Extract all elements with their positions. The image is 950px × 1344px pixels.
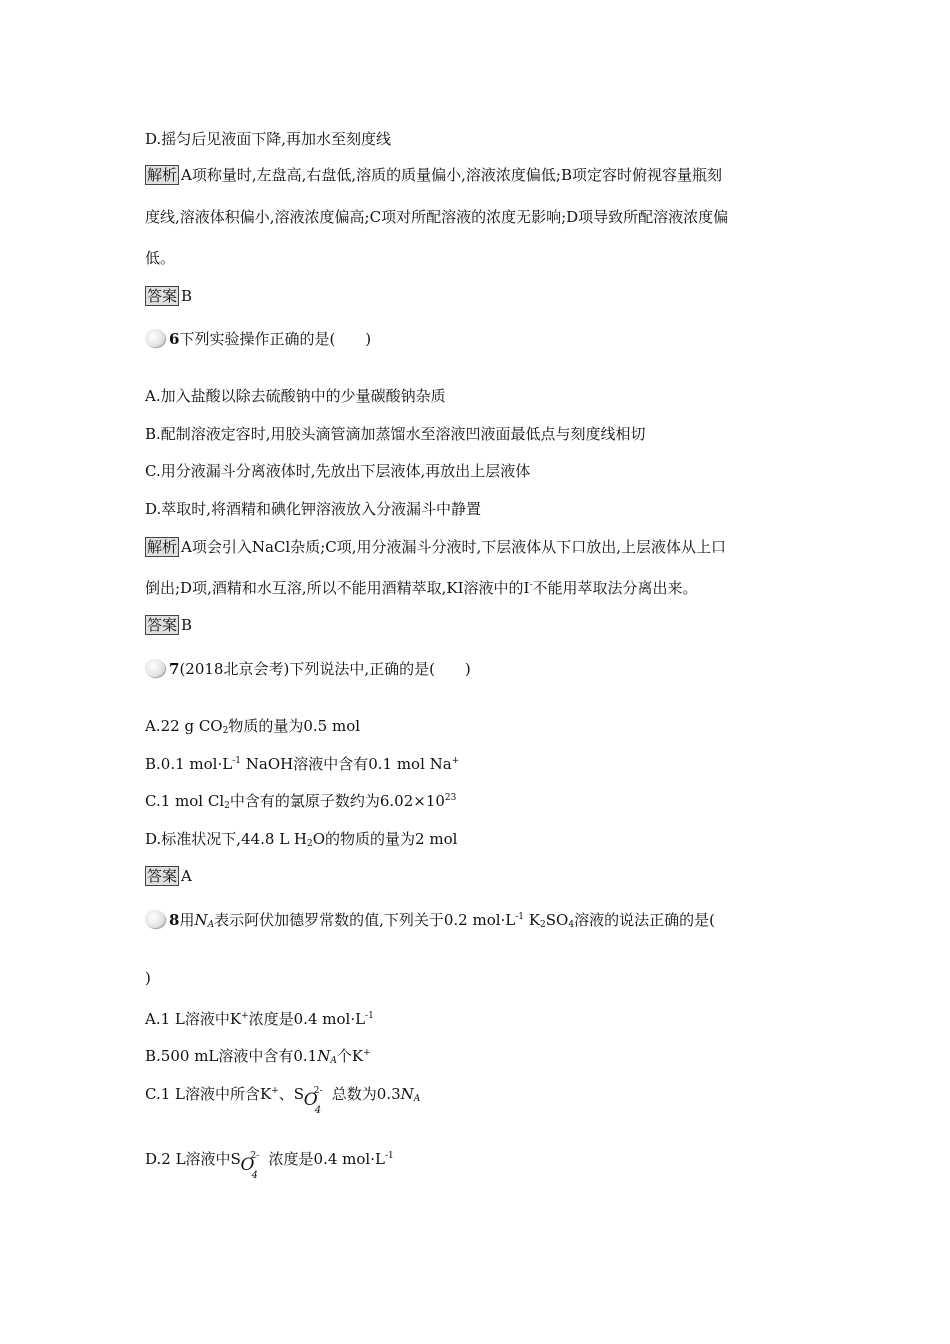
q6-analysis-line: 解析 A项会引入NaCl杂质;C项,用分液漏斗分液时,下层液体从下口放出,上层液体从上口 [147, 538, 727, 556]
q5-analysis-line: 低。 [145, 249, 176, 267]
sulfate-ion-formula: S O 4 2- [293, 1085, 323, 1116]
q8-stem-line2: ) [145, 969, 151, 987]
q6-option-d: D.萃取时,将酒精和碘化钾溶液放入分液漏斗中静置 [145, 500, 482, 518]
q6-analysis-line: 倒出;D项,酒精和水互溶,所以不能用酒精萃取,KI溶液中的I-不能用萃取法分离出来。 [145, 579, 698, 597]
q7-option-a: A.22 g $CO_2$物质的量为0.5 mol [145, 717, 361, 736]
question-bullet-icon [145, 910, 165, 928]
q8-option-b: B.500 mL溶液中含有$0.1N_A$个K+ [145, 1047, 371, 1066]
analysis-tag: 解析 [147, 166, 178, 184]
answer-tag: 答案 [147, 287, 178, 305]
q8-option-c: C.1 L溶液中所含K+、 S O 4 2- 总数为$0.3N_A$ [145, 1085, 421, 1116]
analysis-tag: 解析 [147, 538, 178, 556]
question-bullet-icon [145, 329, 165, 347]
answer-tag: 答案 [147, 867, 178, 885]
q7-option-c: C.1 mol $Cl_2$中含有的氯原子数约为$6.02\times 10^{23}$ [145, 792, 457, 811]
q8-option-a: A.1 L溶液中K+浓度是0.4 $mol\cdot L^{-1}$ [145, 1010, 374, 1028]
answer-tag: 答案 [147, 616, 178, 634]
q5-analysis-line: 解析 A项称量时,左盘高,右盘低,溶质的质量偏小,溶液浓度偏低;B项定容时俯视容量瓶刻 [147, 166, 723, 184]
q6-option-b: B.配制溶液定容时,用胶头滴管滴加蒸馏水至溶液凹液面最低点与刻度线相切 [145, 425, 646, 443]
q5-option-d: D.摇匀后见液面下降,再加水至刻度线 [145, 130, 392, 148]
q8-stem: 8用$N_A$表示阿伏加德罗常数的值,下列关于0.2 $mol\cdot L^{-1}$ $K_2SO_4$溶液的说法正确的是( [145, 910, 715, 930]
q7-stem: 7(2018北京会考)下列说法中,正确的是( ) [145, 659, 471, 679]
q6-option-c: C.用分液漏斗分离液体时,先放出下层液体,再放出上层液体 [145, 462, 531, 480]
q8-option-d: D.2 L溶液中 S O 4 2- 浓度是0.4 $mol\cdot L^{-1}$ [145, 1150, 394, 1181]
q7-option-b: B.0.1 $mol\cdot L^{-1}$ NaOH溶液中含有0.1 mol Na+ [145, 755, 460, 773]
q6-answer: 答案 B [147, 616, 193, 634]
q6-stem: 6下列实验操作正确的是( ) [145, 329, 371, 349]
q7-answer: 答案 A [147, 867, 192, 885]
question-bullet-icon [145, 659, 165, 677]
q7-option-d: D.标准状况下,44.8 L $H_2O$的物质的量为2 mol [145, 830, 458, 849]
sulfate-ion-formula: S O 4 2- [230, 1150, 260, 1181]
q6-option-a: A.加入盐酸以除去硫酸钠中的少量碳酸钠杂质 [145, 387, 446, 405]
q5-analysis-line: 度线,溶液体积偏小,溶液浓度偏高;C项对所配溶液的浓度无影响;D项导致所配溶液浓度偏 [145, 208, 729, 226]
q5-answer: 答案 B [147, 287, 193, 305]
